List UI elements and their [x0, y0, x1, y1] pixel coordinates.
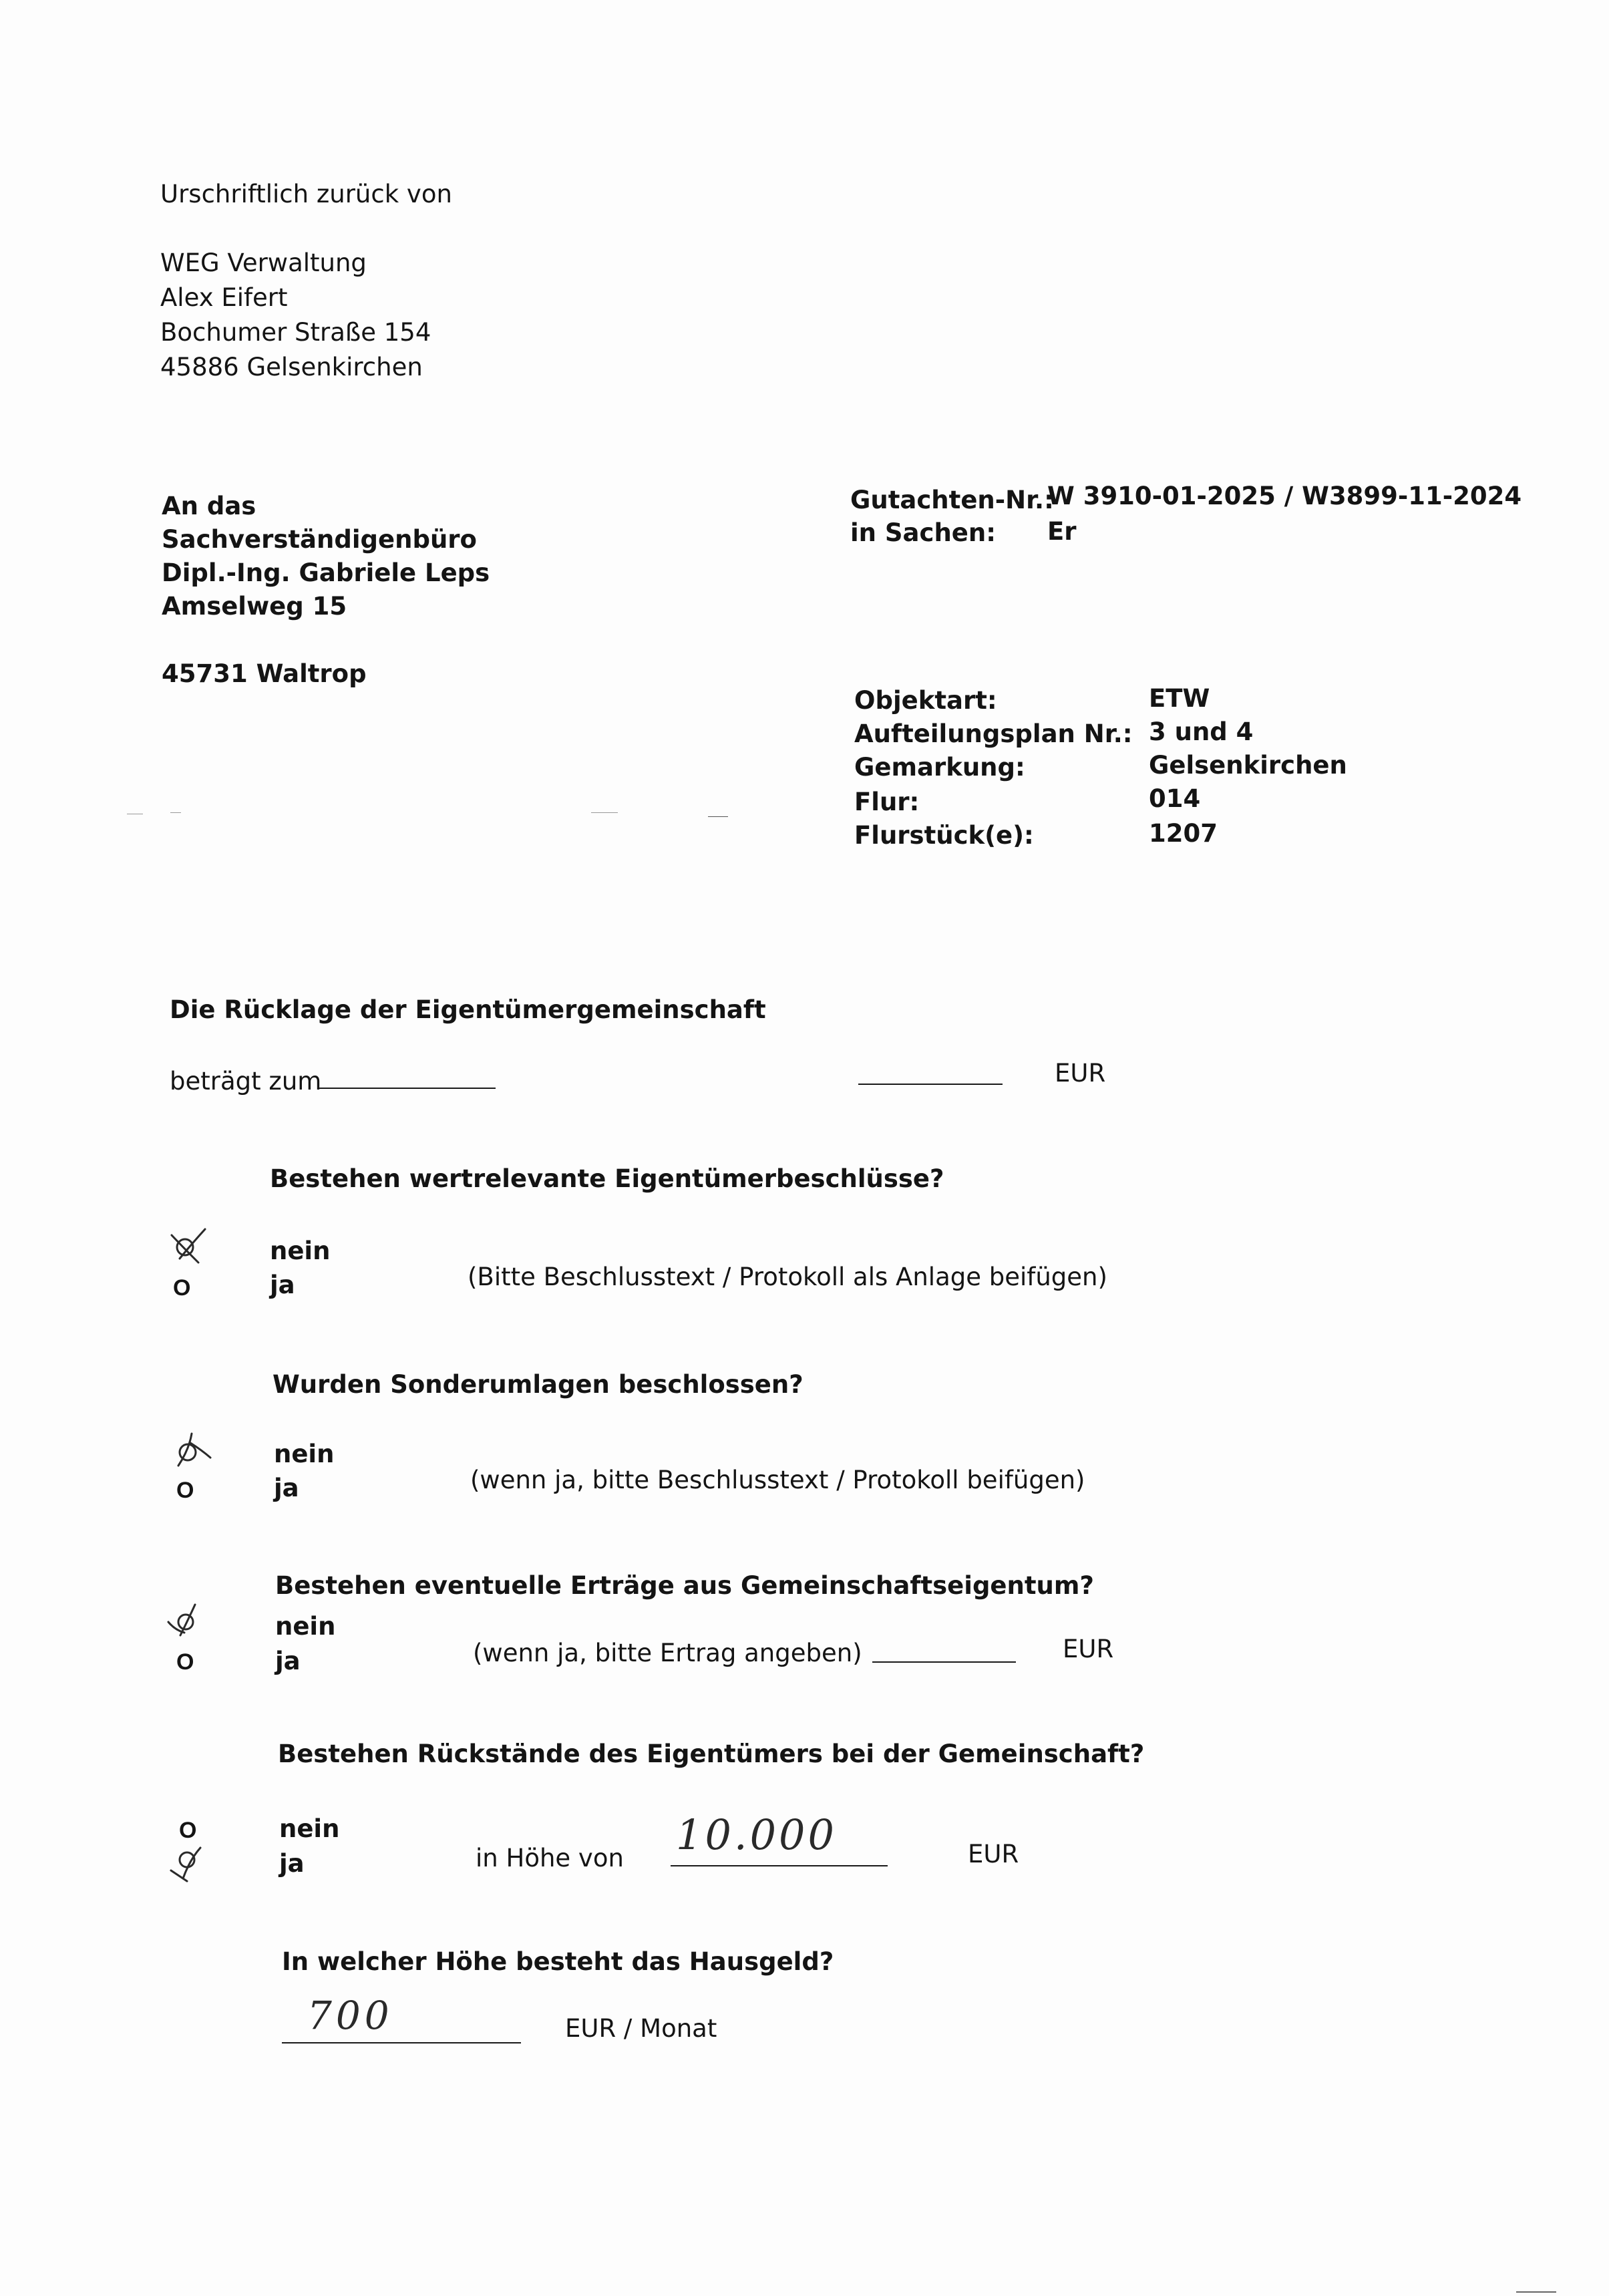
flurstueck-value: 1207 — [1149, 819, 1218, 848]
q4-question: Bestehen Rückstände des Eigentümers bei der Gemeinschaft? — [278, 1740, 1145, 1768]
q4-nein-label: nein — [279, 1814, 340, 1843]
q4-amount-line — [671, 1865, 888, 1866]
handwritten-cross-icon — [172, 1430, 216, 1468]
q3-nein-label: nein — [275, 1612, 336, 1641]
q1-question: Bestehen wertrelevante Eigentümerbeschlüsse? — [270, 1164, 944, 1193]
reserve-currency: EUR — [1055, 1059, 1106, 1088]
sender-name: Alex Eifert — [160, 283, 288, 312]
objektart-value: ETW — [1149, 684, 1210, 713]
q2-note: (wenn ja, bitte Beschlusstext / Protokoll beifügen) — [470, 1466, 1085, 1494]
recipient-line1: An das — [162, 492, 256, 520]
aufteilung-label: Aufteilungsplan Nr.: — [854, 719, 1133, 748]
reserve-amount-line[interactable] — [858, 1084, 1003, 1085]
reserve-amount-label: beträgt zum — [170, 1067, 322, 1096]
handwritten-cross-icon — [167, 1844, 208, 1884]
q3-note: (wenn ja, bitte Ertrag angeben) — [473, 1639, 862, 1667]
q4-nein-checkbox[interactable]: O — [179, 1818, 197, 1843]
recipient-line3: Dipl.-Ing. Gabriele Leps — [162, 558, 490, 587]
gemarkung-label: Gemarkung: — [854, 753, 1025, 782]
q3-currency: EUR — [1063, 1635, 1114, 1663]
flurstueck-label: Flurstück(e): — [854, 821, 1034, 850]
sachen-label: in Sachen: — [850, 518, 997, 547]
sender-company: WEG Verwaltung — [160, 249, 367, 277]
q3-question: Bestehen eventuelle Erträge aus Gemeinschaftseigentum? — [275, 1571, 1094, 1600]
q3-ja-checkbox[interactable]: O — [176, 1649, 194, 1675]
q2-question: Wurden Sonderumlagen beschlossen? — [273, 1370, 803, 1399]
aufteilung-value: 3 und 4 — [1149, 717, 1254, 746]
gutachten-label: Gutachten-Nr.: — [850, 486, 1054, 514]
q5-question: In welcher Höhe besteht das Hausgeld? — [282, 1947, 834, 1976]
scan-speck — [1516, 2291, 1556, 2293]
gemarkung-value: Gelsenkirchen — [1149, 751, 1347, 780]
q1-nein-label: nein — [270, 1237, 331, 1265]
sender-city: 45886 Gelsenkirchen — [160, 353, 423, 381]
sender-intro: Urschriftlich zurück von — [160, 180, 452, 208]
q3-nein-checkbox-crossed[interactable] — [166, 1602, 207, 1639]
handwritten-cross-icon — [168, 1226, 210, 1265]
q2-nein-checkbox-crossed[interactable] — [172, 1430, 216, 1468]
q4-ja-checkbox-crossed[interactable] — [167, 1844, 208, 1884]
q4-amount-label: in Höhe von — [476, 1844, 624, 1872]
q1-ja-checkbox[interactable]: O — [173, 1275, 191, 1301]
q4-currency: EUR — [968, 1840, 1019, 1868]
sachen-value: Er — [1047, 517, 1077, 546]
q1-note: (Bitte Beschlusstext / Protokoll als Anlage beifügen) — [468, 1263, 1107, 1291]
scan-speck — [591, 812, 618, 813]
flur-label: Flur: — [854, 788, 920, 816]
gutachten-value: W 3910-01-2025 / W3899-11-2024 — [1047, 482, 1522, 510]
q2-ja-label: ja — [274, 1474, 299, 1502]
q5-amount-handwritten[interactable]: 700 — [307, 1993, 393, 2038]
objektart-label: Objektart: — [854, 686, 997, 715]
q3-ja-label: ja — [275, 1647, 301, 1675]
q2-ja-checkbox[interactable]: O — [176, 1478, 194, 1503]
q1-ja-label: ja — [270, 1271, 295, 1299]
q4-amount-handwritten[interactable]: 10.000 — [676, 1810, 837, 1859]
reserve-date-line[interactable] — [319, 1088, 496, 1089]
handwritten-cross-icon — [166, 1602, 207, 1639]
recipient-city: 45731 Waltrop — [162, 659, 367, 688]
q4-ja-label: ja — [279, 1849, 305, 1878]
scan-speck — [708, 816, 728, 817]
recipient-line2: Sachverständigenbüro — [162, 525, 477, 554]
scan-speck — [170, 812, 181, 813]
flur-value: 014 — [1149, 784, 1201, 813]
q1-nein-checkbox-crossed[interactable] — [168, 1226, 210, 1265]
reserve-title: Die Rücklage der Eigentümergemeinschaft — [170, 995, 766, 1024]
recipient-line4: Amselweg 15 — [162, 592, 347, 621]
q5-amount-line — [282, 2042, 521, 2043]
sender-street: Bochumer Straße 154 — [160, 318, 431, 347]
q2-nein-label: nein — [274, 1440, 335, 1468]
q3-amount-line[interactable] — [872, 1661, 1016, 1663]
q5-unit: EUR / Monat — [565, 2014, 717, 2043]
